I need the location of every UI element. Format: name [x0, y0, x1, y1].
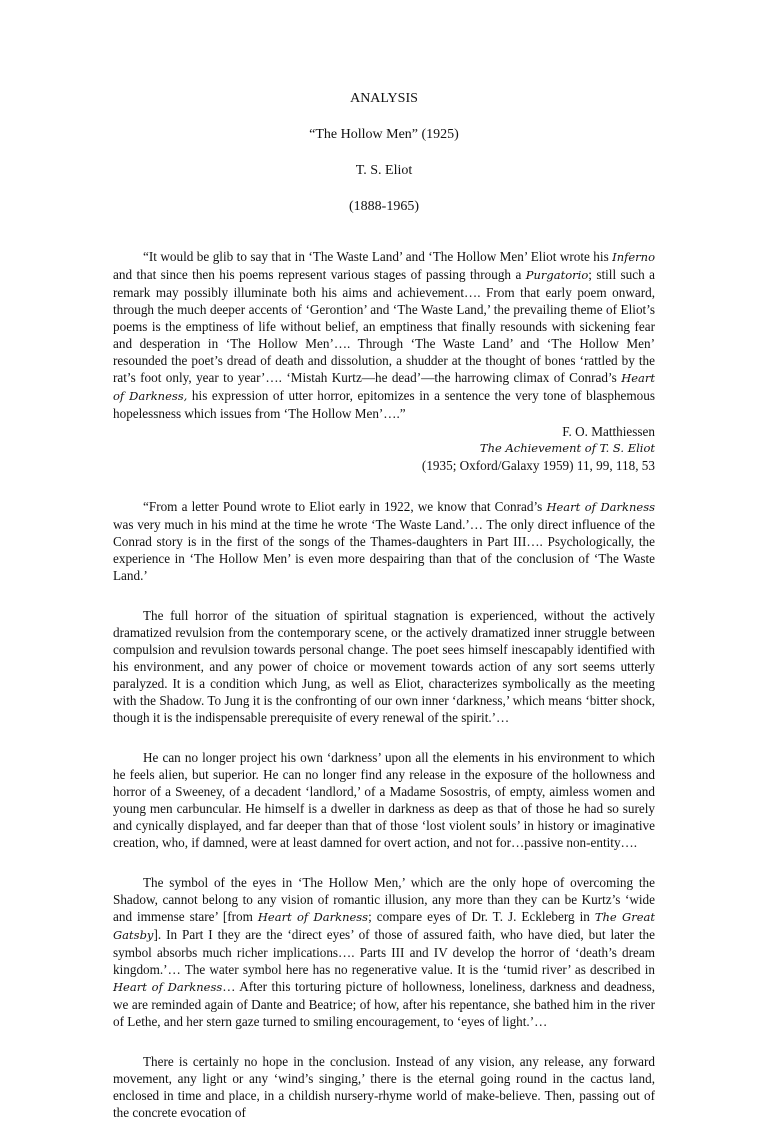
paragraph-1: “It would be glib to say that in ‘The Waste Land’ and ‘The Hollow Men’ Eliot wrote his Inferno and that since then his poems represent various stages of passing through a Purgatorio; still such a remark may possibly illuminate both his aims and achievement…. From that early poem onward, through the much deeper accents of ‘Gerontion’ and ‘The Waste Land,’ the prevailing theme of Eliot’s poems is the emptiness of life without belief, an emptiness that finally resounds with sickening fear and desperation in ‘The Hollow Men’…. Through ‘The Waste Land’ and ‘The Hollow Men’ resounded the poet’s dread of death and dissolution, a shudder at the thought of bones ‘rattled by the rat’s foot only, year to year’…. ‘Mistah Kurtz—he dead’—the harrowing climax of Conrad’s Heart of Darkness, his expression of utter horror, epitomizes in a sentence the very tone of blasphemous hopelessness which issues from ‘The Hollow Men’….” [113, 249, 655, 421]
matthiessen-quote [113, 248, 655, 474]
title-heart-of-darkness: Heart of Darkness [257, 910, 369, 924]
title-heart-of-darkness: Heart of Darkness, [113, 371, 655, 403]
title-heart-of-darkness: Heart of Darkness [113, 980, 223, 994]
paragraph-5: The symbol of the eyes in ‘The Hollow Men,’ which are the only hope of overcoming the Shadow, cannot belong to any vision of romantic illusion, any more than they can be Kurtz’s ‘wide and immense stare’ [from Heart of Darkness; compare eyes of Dr. T. J. Eckleberg in The Great Gatsby]. In Part I they are the ‘direct eyes’ of those of assured faith, who have died, but later the symbol absorbs much richer implications…. Parts III and IV develop the horror of ‘death’s dream kingdom.’… The water symbol here has no regenerative value. It is the ‘tumid river’ as described in Heart of Darkness… After this torturing picture of hollowness, loneliness, darkness and deadness, we are reminded again of Dante and Beatrice; of how, after his repentance, she bathed him in the river of Lethe, and her stern gaze turned to smiling encouragement, to ‘eyes of light.’… [113, 875, 656, 1029]
title-inferno: Inferno [612, 250, 655, 264]
paragraph-4: He can no longer project his own ‘darkness’ upon all the elements in his environment to which he feels alien, but superior. He can no longer find any release in the exposure of the hollowness and horror of a Sweeney, of a decadent ‘landlord,’ of a Madame Sosostris, of empty, aimless women and young men carbuncular. He himself is a dweller in darkness as deep as that of those he had so surely and cynically displayed, and far deeper than that of those ‘lost violent souls’ in history or imaginative creation, who, if damned, were at least damned for overt action, and not for…passive non-entity…. [113, 750, 655, 850]
section-heading: ANALYSIS [350, 91, 418, 106]
poet-name: T. S. Eliot [355, 163, 413, 178]
attribution-work: The Achievement of T. S. Eliot [479, 441, 655, 455]
paragraph-2: “From a letter Pound wrote to Eliot early in 1922, we know that Conrad’s Heart of Darkness was very much in his mind at the time he wrote ‘The Waste Land.’… The only direct influence of the Conrad story is in the first of the songs of the Thames-daughters in Part III…. Psychologically, the experience in ‘The Hollow Men’ is even more despairing than that of the conclusion of ‘The Waste Land.’ [113, 499, 655, 583]
document-header [113, 90, 655, 215]
title-heart-of-darkness: Heart of Darkness [546, 500, 655, 514]
title-purgatorio: Purgatorio [525, 268, 589, 282]
paragraph-6: There is certainly no hope in the conclusion. Instead of any vision, any release, any forward movement, any light or any ‘wind’s singing,’ there is the eternal going round in the cactus land, enclosed in time and place, in a childish nursery-rhyme world of make-believe. Then, passing out of the concrete evocation of [113, 1054, 655, 1120]
attribution [113, 423, 655, 474]
poem-title: “The Hollow Men” (1925) [309, 127, 459, 142]
title-great-gatsby: The Great Gatsby [113, 910, 656, 942]
poet-dates: (1888-1965) [349, 199, 419, 214]
attribution-author: F. O. Matthiessen [562, 424, 655, 439]
paragraph-3: The full horror of the situation of spiritual stagnation is experienced, without the actively dramatized revulsion from the contemporary scene, or the actively dramatized inner struggle between compulsion and revulsion towards personal change. The poet sees himself inescapably identified with his environment, and any power of choice or movement towards action of any sort seems utterly paralyzed. It is a condition which Jung, as well as Eliot, characterizes symbolically as the meeting with the Shadow. To Jung it is the confronting of our own inner ‘darkness,’ which means ‘bitter shock, though it is the indispensable prerequisite of every renewal of the spirit.’… [113, 608, 655, 725]
attribution-publication: (1935; Oxford/Galaxy 1959) 11, 99, 118, 53 [421, 458, 655, 473]
body-text [113, 498, 655, 1121]
